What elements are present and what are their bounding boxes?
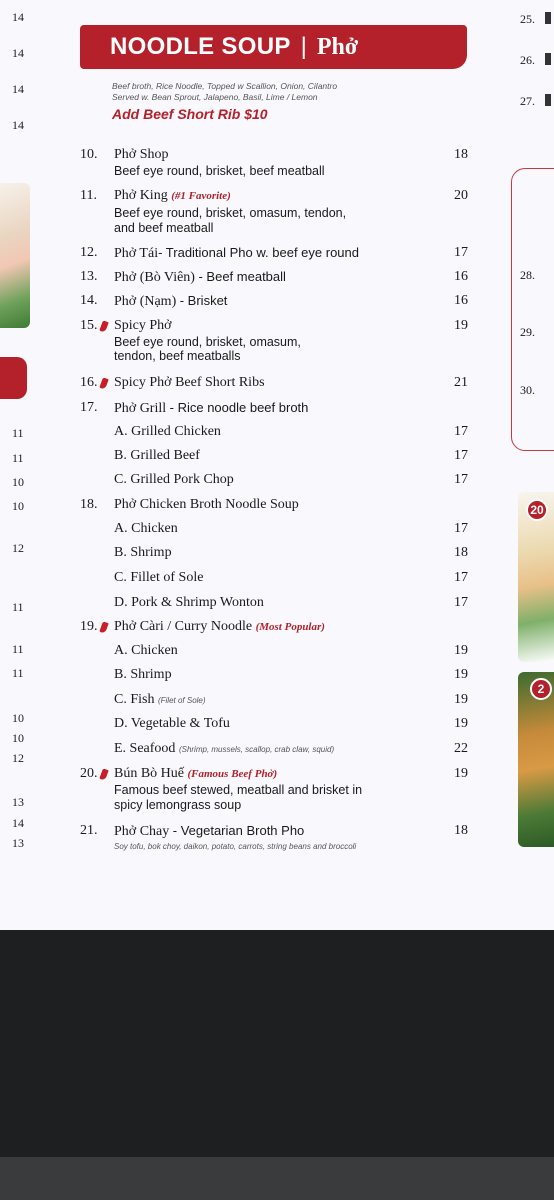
item-name: Phở (Bò Viên) bbox=[114, 270, 195, 285]
option-name: B. Shrimp bbox=[114, 545, 172, 560]
option-price: 17 bbox=[454, 595, 468, 610]
option-price: 22 bbox=[454, 741, 468, 756]
item-number: 18. bbox=[80, 497, 98, 512]
item-number: 10. bbox=[80, 147, 98, 162]
item-name-line bbox=[114, 293, 227, 310]
item-name-line bbox=[114, 619, 325, 635]
left-price: 10 bbox=[12, 499, 24, 513]
item-number: 20. bbox=[80, 766, 98, 781]
item-name-line bbox=[114, 269, 286, 286]
photo-number-badge: 2 bbox=[530, 678, 552, 700]
item-name-line bbox=[114, 766, 277, 782]
option-price: 19 bbox=[454, 692, 468, 707]
option-name: E. Seafood bbox=[114, 741, 176, 756]
section-header-banner bbox=[80, 25, 467, 69]
option-name-line bbox=[114, 741, 334, 757]
left-price: 14 bbox=[12, 118, 24, 132]
left-price: 10 bbox=[12, 475, 24, 489]
item-name: Spicy Phở Beef Short Ribs bbox=[114, 375, 265, 390]
left-price: 14 bbox=[12, 46, 24, 60]
option-price: 19 bbox=[454, 667, 468, 682]
right-item-number: 25. bbox=[520, 12, 535, 26]
option-name: C. Fillet of Sole bbox=[114, 570, 204, 585]
item-name: Phở Chay bbox=[114, 824, 170, 839]
option-name: D. Vegetable & Tofu bbox=[114, 716, 230, 731]
left-price: 12 bbox=[12, 751, 24, 765]
item-name: Phở (Nạm) bbox=[114, 294, 177, 309]
option-price: 17 bbox=[454, 424, 468, 439]
option-price: 19 bbox=[454, 716, 468, 731]
item-name: Phở King bbox=[114, 188, 168, 203]
item-name-suffix: - Brisket bbox=[179, 293, 228, 308]
item-description: and beef meatball bbox=[114, 221, 214, 235]
option-price: 17 bbox=[454, 472, 468, 487]
item-name: Phở Càri / Curry Noodle bbox=[114, 619, 253, 634]
left-price: 11 bbox=[12, 451, 24, 465]
right-cut-text bbox=[545, 53, 551, 65]
left-price: 11 bbox=[12, 600, 24, 614]
right-item-number: 26. bbox=[520, 53, 535, 67]
left-food-photo bbox=[0, 183, 30, 328]
item-number: 12. bbox=[80, 245, 98, 260]
left-price: 14 bbox=[12, 82, 24, 96]
item-number: 19. bbox=[80, 619, 98, 634]
item-price: 21 bbox=[454, 375, 468, 390]
item-number: 17. bbox=[80, 400, 98, 415]
item-number: 15. bbox=[80, 318, 98, 333]
left-price: 11 bbox=[12, 666, 24, 680]
option-name: C. Grilled Pork Chop bbox=[114, 472, 234, 487]
addon-note: Add Beef Short Rib $10 bbox=[112, 106, 268, 122]
option-name: A. Chicken bbox=[114, 521, 178, 536]
item-price: 17 bbox=[454, 245, 468, 260]
item-price: 20 bbox=[454, 188, 468, 203]
option-note: (Shrimp, mussels, scallop, crab claw, squid) bbox=[178, 745, 335, 754]
chili-spicy-icon bbox=[99, 768, 108, 780]
item-description: Soy tofu, bok choy, daikon, potato, carrots, string beans and broccoli bbox=[114, 842, 357, 851]
item-name: Spicy Phở bbox=[114, 318, 172, 333]
favorite-tag: (#1 Favorite) bbox=[171, 190, 231, 202]
right-item-number: 27. bbox=[520, 94, 535, 108]
option-name: B. Shrimp bbox=[114, 667, 172, 682]
option-name-line bbox=[114, 692, 206, 708]
item-description: Beef eye round, brisket, omasum, tendon, bbox=[114, 206, 347, 220]
section-description-line2: Served w. Bean Sprout, Jalapeno, Basil, Lime / Lemon bbox=[112, 92, 318, 102]
chili-spicy-icon bbox=[99, 320, 108, 332]
item-name-suffix: - Beef meatball bbox=[198, 269, 286, 284]
item-number: 13. bbox=[80, 269, 98, 284]
right-section-box bbox=[511, 168, 554, 451]
right-item-number: 29. bbox=[520, 325, 535, 339]
item-name-line bbox=[114, 400, 308, 417]
left-price: 11 bbox=[12, 426, 24, 440]
right-item-number: 30. bbox=[520, 383, 535, 397]
item-price: 18 bbox=[454, 147, 468, 162]
item-description: spicy lemongrass soup bbox=[114, 798, 242, 812]
section-description-line1: Beef broth, Rice Noodle, Topped w Scallion, Onion, Cilantro bbox=[112, 81, 338, 91]
left-price: 13 bbox=[12, 836, 24, 850]
left-price: 12 bbox=[12, 541, 24, 555]
option-name: A. Chicken bbox=[114, 643, 178, 658]
item-price: 16 bbox=[454, 293, 468, 308]
item-number: 14. bbox=[80, 293, 98, 308]
popular-tag: (Most Popular) bbox=[255, 621, 325, 633]
item-name-suffix: - Vegetarian Broth Pho bbox=[172, 823, 305, 838]
left-price: 13 bbox=[12, 795, 24, 809]
option-price: 17 bbox=[454, 570, 468, 585]
left-price: 10 bbox=[12, 731, 24, 745]
section-title-vn: Phở bbox=[316, 33, 359, 60]
item-number: 16. bbox=[80, 375, 98, 390]
option-note: (Filet of Sole) bbox=[157, 696, 206, 705]
chili-spicy-icon bbox=[99, 377, 108, 389]
right-item-number: 28. bbox=[520, 268, 535, 282]
option-name: B. Grilled Beef bbox=[114, 448, 200, 463]
chili-spicy-icon bbox=[99, 621, 108, 633]
section-title: NOODLE SOUP bbox=[110, 33, 291, 60]
item-description: tendon, beef meatballs bbox=[114, 349, 241, 363]
option-price: 17 bbox=[454, 448, 468, 463]
item-price: 19 bbox=[454, 318, 468, 333]
item-description: Beef eye round, brisket, beef meatball bbox=[114, 164, 325, 178]
item-name: Phở Tái bbox=[114, 246, 159, 261]
option-price: 18 bbox=[454, 545, 468, 560]
left-price: 11 bbox=[12, 642, 24, 656]
option-price: 19 bbox=[454, 643, 468, 658]
option-name: D. Pork & Shrimp Wonton bbox=[114, 595, 264, 610]
item-number: 11. bbox=[80, 188, 97, 203]
left-price: 14 bbox=[12, 10, 24, 24]
item-name: Phở Shop bbox=[114, 147, 169, 162]
item-description: Famous beef stewed, meatball and brisket in bbox=[114, 783, 363, 797]
item-description: Beef eye round, brisket, omasum, bbox=[114, 335, 301, 349]
item-name: Phở Chicken Broth Noodle Soup bbox=[114, 497, 299, 512]
item-name-line bbox=[114, 823, 304, 840]
option-name: C. Fish bbox=[114, 692, 155, 707]
item-price: 18 bbox=[454, 823, 468, 838]
item-name: Phở Grill bbox=[114, 401, 167, 416]
title-separator: | bbox=[300, 33, 307, 60]
item-name-suffix: - Rice noodle beef broth bbox=[169, 400, 309, 415]
left-section-tab bbox=[0, 357, 27, 399]
option-price: 17 bbox=[454, 521, 468, 536]
item-number: 21. bbox=[80, 823, 98, 838]
bottom-toolbar bbox=[0, 1157, 554, 1200]
item-name-suffix: - Traditional Pho w. beef eye round bbox=[158, 245, 359, 260]
right-cut-text bbox=[545, 12, 551, 24]
item-price: 16 bbox=[454, 269, 468, 284]
right-cut-text bbox=[545, 94, 551, 106]
left-price: 14 bbox=[12, 816, 24, 830]
left-price: 10 bbox=[12, 711, 24, 725]
item-name-line bbox=[114, 188, 231, 204]
item-price: 19 bbox=[454, 766, 468, 781]
photo-number-badge: 20 bbox=[526, 499, 548, 521]
item-name: Bún Bò Huế bbox=[114, 766, 184, 781]
famous-tag: (Famous Beef Phở) bbox=[187, 768, 278, 780]
item-name-line bbox=[114, 245, 359, 262]
option-name: A. Grilled Chicken bbox=[114, 424, 221, 439]
